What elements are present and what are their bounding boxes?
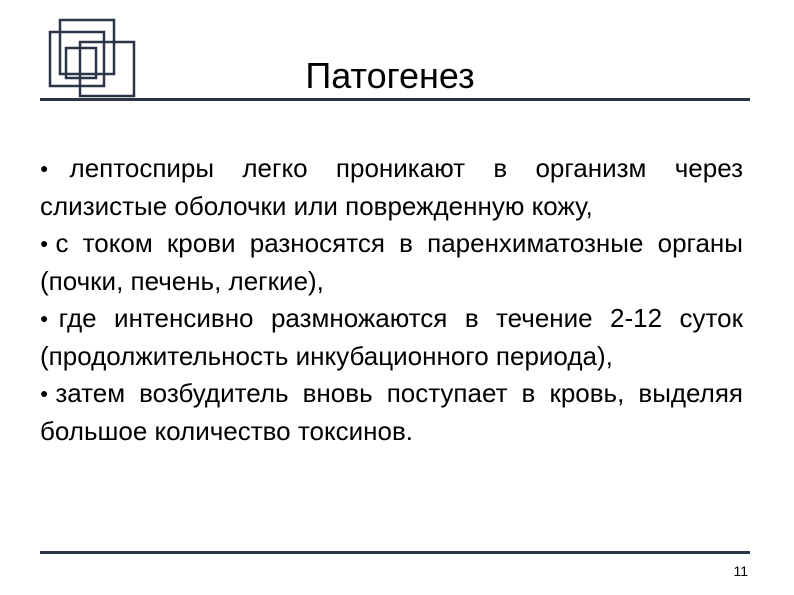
list-item-text: затем возбудитель вновь поступает в кровь, выделяя большое количество токсинов.: [40, 377, 743, 446]
list-item-text: где интенсивно размножаются в течение 2-12 суток (продолжительность инкубационного периода),: [40, 302, 743, 372]
bullet-marker: ●: [40, 159, 70, 176]
list-item: [40, 150, 743, 225]
bullet-marker: ●: [40, 309, 59, 326]
footer-divider: [40, 551, 750, 554]
list-item: [40, 300, 743, 375]
list-item-text: с током крови разносятся в паренхиматозные органы (почки, печень, легкие),: [40, 227, 743, 297]
bullet-marker: ●: [40, 234, 56, 251]
logo-square-front: [80, 42, 134, 96]
title-divider: [40, 98, 750, 101]
list-item: [40, 225, 743, 300]
slide-title: Патогенез: [305, 55, 475, 96]
list-item: [40, 375, 743, 450]
list-item-text: лептоспиры легко проникают в организм через слизистые оболочки или поврежденную кожу,: [40, 153, 744, 222]
nested-squares-logo-icon: [46, 18, 138, 98]
page-number: 11: [733, 563, 748, 579]
bullet-list: [40, 150, 743, 450]
bullet-marker: ●: [40, 384, 56, 401]
